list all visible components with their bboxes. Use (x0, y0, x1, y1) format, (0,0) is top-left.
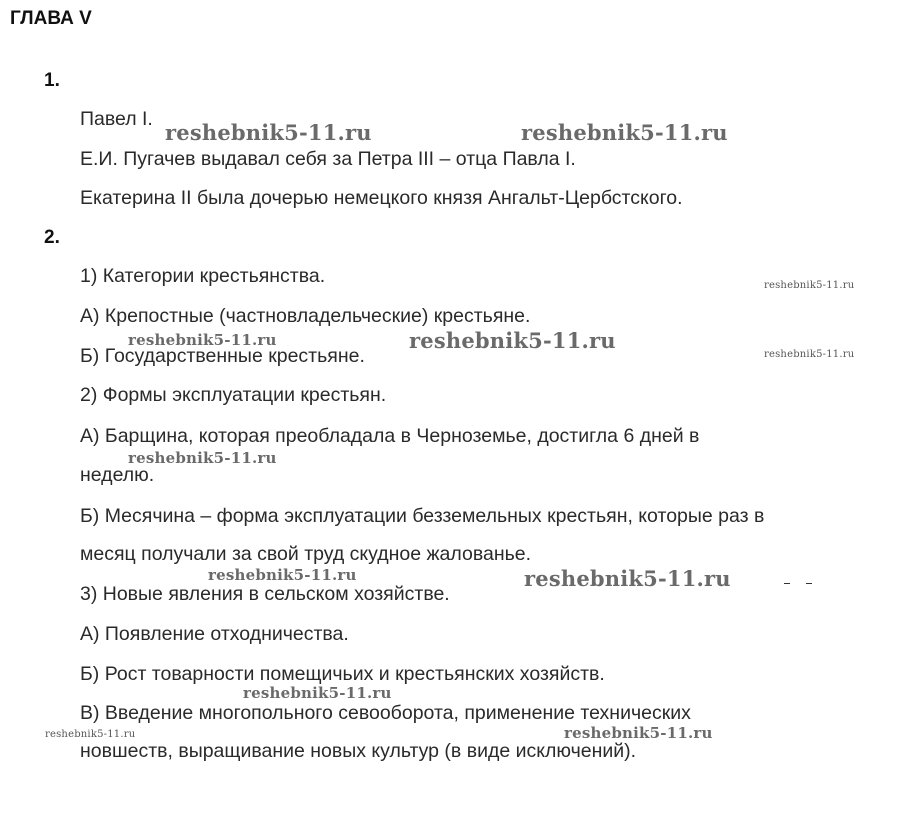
watermark: reshebnik5-11.ru (165, 120, 372, 145)
watermark: reshebnik5-11.ru (128, 449, 277, 467)
answer-line: Б) Государственные крестьяне. (80, 345, 365, 367)
answer-line: Павел I. (80, 108, 153, 130)
watermark: reshebnik5-11.ru (764, 349, 855, 360)
watermark: reshebnik5-11.ru (564, 724, 713, 742)
watermark: reshebnik5-11.ru (409, 328, 616, 353)
watermark: reshebnik5-11.ru (521, 120, 728, 145)
answer-line: Б) Рост товарности помещичьих и крестьянских хозяйств. (80, 663, 605, 685)
dash-mark (784, 583, 790, 584)
answer-line: 2) Формы эксплуатации крестьян. (80, 384, 387, 406)
answer-line: А) Крепостные (частновладельческие) крестьяне. (80, 305, 531, 327)
dash-mark (806, 583, 812, 584)
question-number-1: 1. (44, 70, 60, 91)
watermark: reshebnik5-11.ru (208, 566, 357, 584)
watermark: reshebnik5-11.ru (764, 280, 855, 291)
answer-line: 1) Категории крестьянства. (80, 265, 326, 287)
watermark: reshebnik5-11.ru (524, 566, 731, 591)
answer-line: месяц получали за свой труд скудное жалованье. (80, 543, 532, 565)
watermark: reshebnik5-11.ru (243, 684, 392, 702)
watermark: reshebnik5-11.ru (45, 729, 136, 740)
watermark: reshebnik5-11.ru (128, 331, 277, 349)
answer-line: Екатерина II была дочерью немецкого князя Ангальт-Цербстского. (80, 187, 683, 209)
answer-line: А) Появление отходничества. (80, 623, 349, 645)
question-number-2: 2. (44, 227, 60, 248)
answer-line: В) Введение многопольного севооборота, применение технических (80, 702, 691, 724)
answer-line: новшеств, выращивание новых культур (в виде исключений). (80, 740, 637, 762)
chapter-title: ГЛАВА V (10, 8, 92, 29)
answer-line: неделю. (80, 464, 155, 486)
answer-line: Е.И. Пугачев выдавал себя за Петра III – отца Павла I. (80, 148, 576, 170)
answer-line: 3) Новые явления в сельском хозяйстве. (80, 583, 450, 605)
answer-line: Б) Месячина – форма эксплуатации безземельных крестьян, которые раз в (80, 505, 765, 527)
answer-line: А) Барщина, которая преобладала в Черноземье, достигла 6 дней в (80, 425, 700, 447)
